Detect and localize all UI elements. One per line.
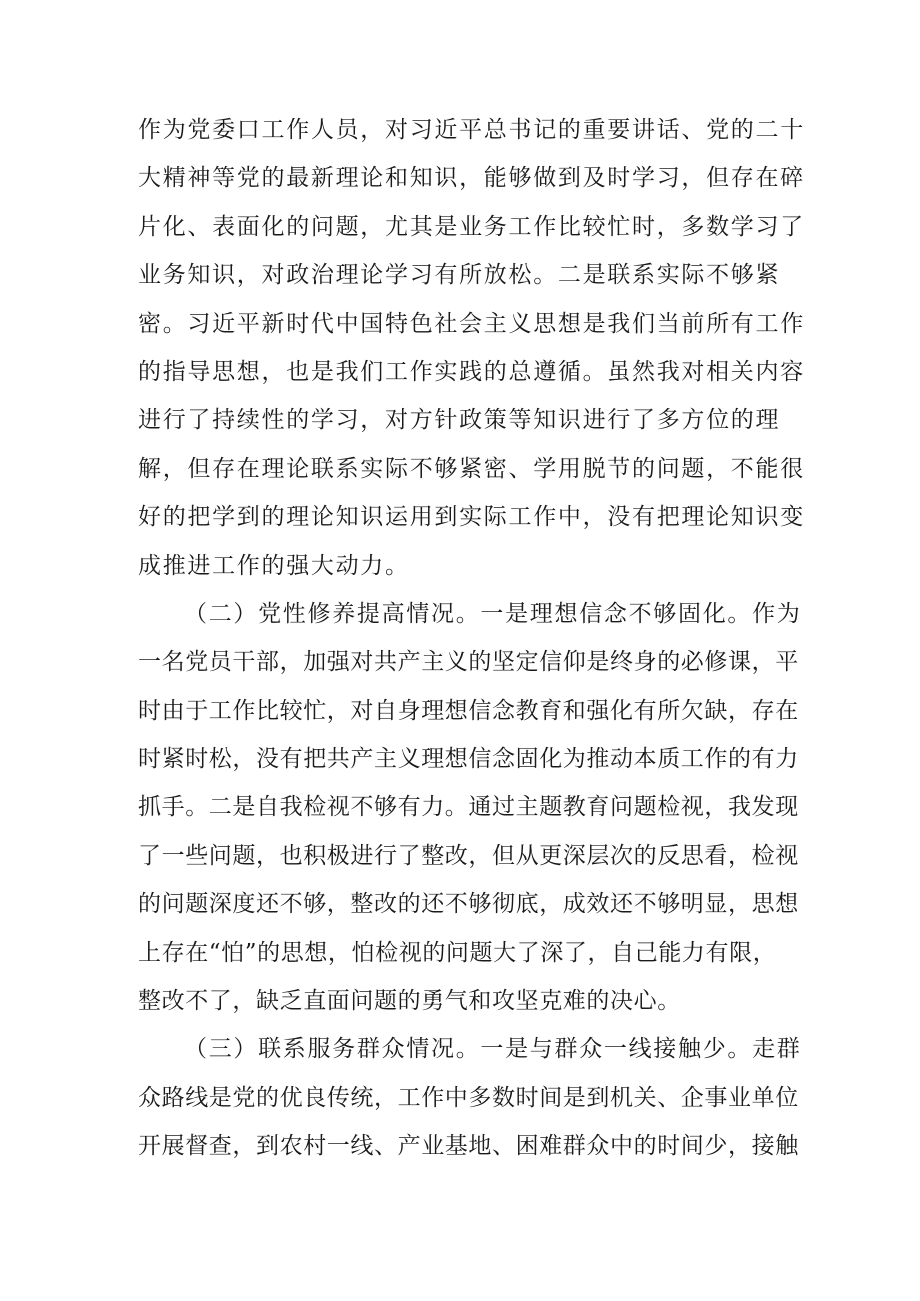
text-line: 众路线是党的优良传统，工作中多数时间是到机关、企事业单位 <box>138 1084 799 1111</box>
text-line: 好的把学到的理论知识运用到实际工作中，没有把理论知识变 <box>138 504 805 531</box>
section-heading-line: （二）党性修养提高情况。一是理想信念不够固化。作为 <box>184 600 802 627</box>
text-line: 开展督查，到农村一线、产业基地、困难群众中的时间少，接触 <box>138 1133 799 1160</box>
text-line: 作为党委口工作人员，对习近平总书记的重要讲话、党的二十 <box>138 117 805 143</box>
text-line: 的指导思想，也是我们工作实践的总遵循。虽然我对相关内容 <box>138 358 805 385</box>
text-line: 密。习近平新时代中国特色社会主义思想是我们当前所有工作 <box>138 310 805 337</box>
text-line: 时由于工作比较忙，对自身理想信念教育和强化有所欠缺，存在 <box>138 697 799 724</box>
text-line: 一名党员干部，加强对共产主义的坚定信仰是终身的必修课，平 <box>138 649 799 676</box>
text-line: 解，但存在理论联系实际不够紧密、学用脱节的问题，不能很 <box>138 455 805 482</box>
text-line: 整改不了，缺乏直面问题的勇气和攻坚克难的决心。 <box>138 988 681 1015</box>
text-line: 的问题深度还不够，整改的还不够彻底，成效还不够明显，思想 <box>138 891 799 918</box>
text-line: 上存在“怕”的思想，怕检视的问题大了深了，自己能力有限， <box>138 939 777 966</box>
text-line: 时紧时松，没有把共产主义理想信念固化为推动本质工作的有力 <box>138 746 799 773</box>
text-line: 进行了持续性的学习，对方针政策等知识进行了多方位的理 <box>138 407 781 434</box>
text-line: 业务知识，对政治理论学习有所放松。二是联系实际不够紧 <box>138 262 781 289</box>
text-line: 抓手。二是自我检视不够有力。通过主题教育问题检视，我发现 <box>138 794 799 821</box>
text-line: 片化、表面化的问题，尤其是业务工作比较忙时，多数学习了 <box>138 213 805 240</box>
text-line: 了一些问题，也积极进行了整改，但从更深层次的反思看，检视 <box>138 842 799 869</box>
section-heading-line: （三）联系服务群众情况。一是与群众一线接触少。走群 <box>184 1036 802 1063</box>
text-line: 成推进工作的强大动力。 <box>138 552 410 579</box>
document-body <box>138 106 805 1171</box>
text-line: 大精神等党的最新理论和知识，能够做到及时学习，但存在碎 <box>138 165 805 192</box>
